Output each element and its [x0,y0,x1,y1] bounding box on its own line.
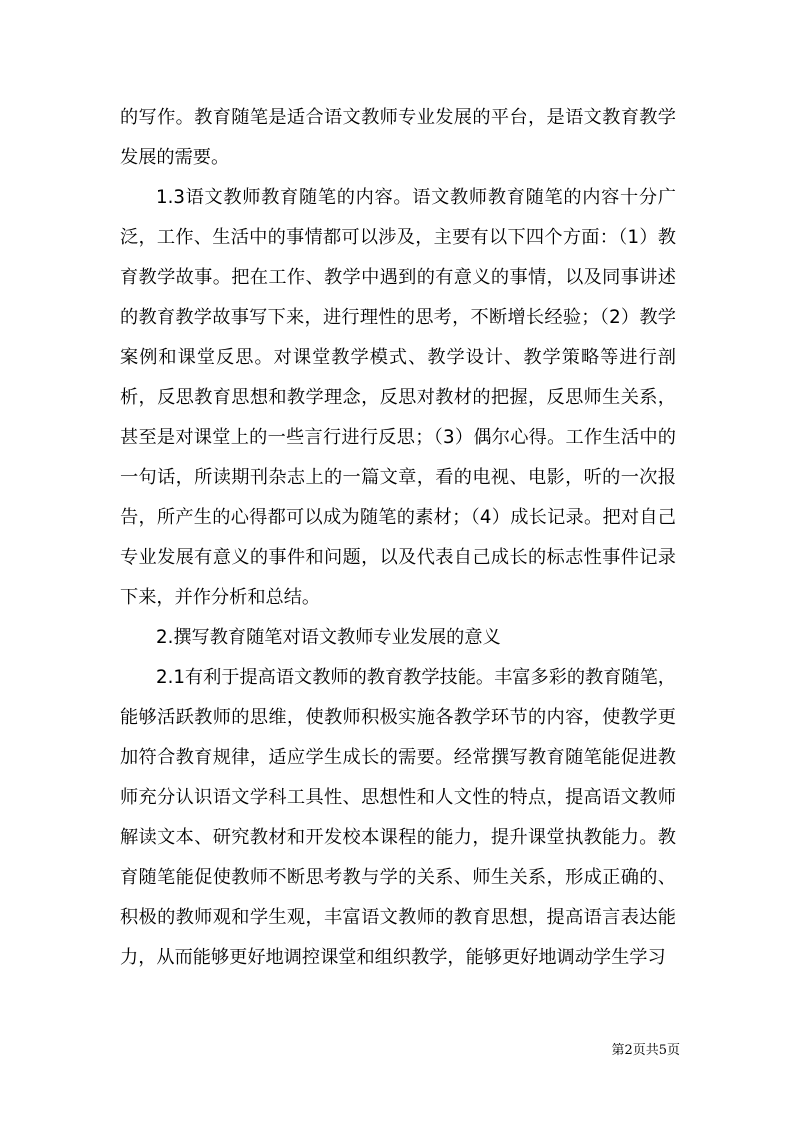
paragraph-section-2-1: 2.1有利于提高语文教师的教育教学技能。丰富多彩的教育随笔，能够活跃教师的思维，使教师积极实施各教学环节的内容，使教学更加符合教育规律，适应学生成长的需要。经常撰写教育随笔能促进教师充分认识语文学科工具性、思想性和人文性的特点，提高语文教师解读文本、研究教材和开发校本课程的能力，提升课堂执教能力。教育随笔能促使教师不断思考教与学的关系、师生关系，形成正确的、积极的教师观和学生观，丰富语文教师的教育思想，提高语言表达能力，从而能够更好地调控课堂和组织教学，能够更好地调动学生学习 [120,667,676,968]
page-number: 第2页共5页 [611,1043,680,1058]
paragraph-continuation: 的写作。教育随笔是适合语文教师专业发展的平台，是语文教育教学发展的需要。 [120,107,676,168]
paragraph-section-1-3: 1.3语文教师教育随笔的内容。语文教师教育随笔的内容十分广泛，工作、生活中的事情都可以涉及，主要有以下四个方面：（1）教育教学故事。把在工作、教学中遇到的有意义的事情，以及同事讲述的教育教学故事写下来，进行理性的思考，不断增长经验；（2）教学案例和课堂反思。对课堂教学模式、教学设计、教学策略等进行剖析，反思教育思想和教学理念，反思对教材的把握，反思师生关系，甚至是对课堂上的一些言行进行反思；（3）偶尔心得。工作生活中的一句话，所读期刊杂志上的一篇文章，看的电视、电影，听的一次报告，所产生的心得都可以成为随笔的素材；（4）成长记录。把对自己专业发展有意义的事件和问题，以及代表自己成长的标志性事件记录下来，并作分析和总结。 [120,187,676,608]
document-body [120,98,676,978]
section-heading-2: 2.撰写教育随笔对语文教师专业发展的意义 [156,627,501,648]
